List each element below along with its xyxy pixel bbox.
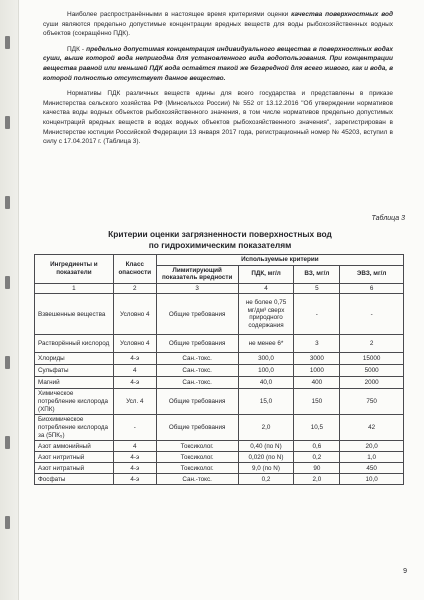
cell-vz: 150	[294, 389, 340, 415]
cell-hazard-class: 4	[113, 441, 156, 452]
cell-ingredient: Биохимическое потребление кислорода за (5ПК₅)	[35, 415, 114, 441]
body-text	[43, 10, 393, 153]
cell-vz: -	[294, 294, 340, 335]
cell-vz: 2,0	[294, 474, 340, 485]
cell-limiting-indicator: Сан.-токс.	[156, 353, 238, 365]
header-vz: ВЗ, мг/л	[294, 265, 340, 283]
cell-pdk: 100,0	[238, 365, 294, 377]
binding-hole	[5, 36, 10, 49]
cell-evz: 20,0	[340, 441, 404, 452]
column-number: 3	[156, 283, 238, 294]
cell-evz: 750	[340, 389, 404, 415]
cell-evz: 15000	[340, 353, 404, 365]
cell-ingredient: Азот аммонийный	[35, 441, 114, 452]
table-row	[35, 452, 404, 463]
criteria-table	[34, 254, 404, 485]
paragraph-pdk-definition	[43, 45, 393, 83]
cell-ingredient: Азот нитратный	[35, 463, 114, 474]
paragraph-criteria	[43, 10, 393, 39]
cell-vz: 0,6	[294, 441, 340, 452]
cell-pdk: 0,020 (по N)	[238, 452, 294, 463]
cell-vz: 3000	[294, 353, 340, 365]
cell-evz: 450	[340, 463, 404, 474]
cell-hazard-class: Условно 4	[113, 294, 156, 335]
cell-pdk: не более 0,75 мг/дм³ сверх природного содержания	[238, 294, 294, 335]
table-row	[35, 415, 404, 441]
cell-ingredient: Химическое потребление кислорода (ХПК)	[35, 389, 114, 415]
binding-strip	[0, 0, 18, 600]
paragraph-1-emphasis: качества поверхностных вод	[291, 11, 393, 18]
header-ingredients: Ингредиенты и показатели	[35, 255, 114, 284]
cell-ingredient: Хлориды	[35, 353, 114, 365]
cell-hazard-class: 4-э	[113, 474, 156, 485]
cell-pdk: 15,0	[238, 389, 294, 415]
cell-ingredient: Магний	[35, 377, 114, 389]
cell-hazard-class: Усл. 4	[113, 389, 156, 415]
binding-hole	[5, 436, 10, 449]
cell-pdk: 300,0	[238, 353, 294, 365]
table-label: Таблица 3	[371, 215, 405, 222]
cell-pdk: 0,40 (по N)	[238, 441, 294, 452]
cell-limiting-indicator: Общие требования	[156, 389, 238, 415]
cell-pdk: 2,0	[238, 415, 294, 441]
table-row	[35, 353, 404, 365]
column-number: 1	[35, 283, 114, 294]
cell-limiting-indicator: Общие требования	[156, 335, 238, 353]
cell-evz: 42	[340, 415, 404, 441]
cell-pdk: 40,0	[238, 377, 294, 389]
cell-evz: 5000	[340, 365, 404, 377]
column-number: 4	[238, 283, 294, 294]
table-row	[35, 335, 404, 353]
header-criteria-group: Используемые критерии	[156, 255, 403, 266]
table-row	[35, 389, 404, 415]
cell-ingredient: Растворённый кислород	[35, 335, 114, 353]
paragraph-regulation: Нормативы ПДК различных веществ едины для всего государства и представлены в приказе Министерства сельского хозяйства РФ (Минсельхоз России) № 552 от 13.12.2016 "Об утверждении нормативов качества воды водных объектов рыбохозяйственного значения, в том числе нормативов предельно допустимых концентраций вредных веществ в водах водных объектов рыбохозяйственного значения", зарегистрирован в Министерстве юстиции Российской Федерации 13 января 2017 года, регистрационный номер № 45203, вступил в силу с 17.04.2017 г. (Таблица 3).	[43, 90, 393, 146]
cell-hazard-class: -	[113, 415, 156, 441]
cell-evz: 10,0	[340, 474, 404, 485]
cell-limiting-indicator: Сан.-токс.	[156, 365, 238, 377]
table-row	[35, 365, 404, 377]
header-evz: ЭВЗ, мг/л	[340, 265, 404, 283]
cell-hazard-class: 4-э	[113, 463, 156, 474]
cell-vz: 400	[294, 377, 340, 389]
cell-limiting-indicator: Токсиколог.	[156, 463, 238, 474]
table-row	[35, 377, 404, 389]
cell-ingredient: Взвешенные вещества	[35, 294, 114, 335]
column-number: 2	[113, 283, 156, 294]
table-body	[35, 294, 404, 485]
table-title-line-2: по гидрохимическим показателям	[148, 240, 292, 250]
cell-hazard-class: 4-э	[113, 452, 156, 463]
cell-evz: -	[340, 294, 404, 335]
binding-hole	[5, 516, 10, 529]
cell-evz: 1,0	[340, 452, 404, 463]
paragraph-1-start: Наиболее распространёнными в настоящее время критериями оценки	[67, 11, 292, 18]
cell-vz: 3	[294, 335, 340, 353]
table-row	[35, 441, 404, 452]
paragraph-2-start: ПДК -	[67, 45, 87, 53]
column-number: 5	[294, 283, 340, 294]
cell-vz: 10,5	[294, 415, 340, 441]
cell-limiting-indicator: Токсиколог.	[156, 441, 238, 452]
header-pdk: ПДК, мг/л	[238, 265, 294, 283]
cell-ingredient: Сульфаты	[35, 365, 114, 377]
cell-pdk: 0,2	[238, 474, 294, 485]
table-row	[35, 294, 404, 335]
cell-vz: 90	[294, 463, 340, 474]
column-number: 6	[340, 283, 404, 294]
table-title-line-1: Критерии оценки загрязненности поверхностных вод	[108, 229, 332, 239]
cell-pdk: не менее 6*	[238, 335, 294, 353]
cell-limiting-indicator: Общие требования	[156, 294, 238, 335]
paragraph-2-definition: предельно допустимая концентрация индивидуального вещества в поверхностных водах суши, выше которой вода непригодна для установленного вида водопользования. При концентрации вещества равной или меньшей ПДК вода остаётся такой же безвредной для всего живого, как и вода, в которой полностью отсутствует данное вещество.	[43, 45, 393, 82]
cell-limiting-indicator: Сан.-токс.	[156, 377, 238, 389]
header-hazard-class: Класс опасности	[113, 255, 156, 284]
cell-vz: 0,2	[294, 452, 340, 463]
table-row	[35, 463, 404, 474]
cell-hazard-class: 4-э	[113, 377, 156, 389]
cell-ingredient: Азот нитритный	[35, 452, 114, 463]
cell-evz: 2	[340, 335, 404, 353]
cell-hazard-class: 4-э	[113, 353, 156, 365]
header-limiting-indicator: Лимитирующий показатель вредности	[156, 265, 238, 283]
cell-hazard-class: 4	[113, 365, 156, 377]
cell-limiting-indicator: Общие требования	[156, 415, 238, 441]
binding-hole	[5, 276, 10, 289]
cell-vz: 1000	[294, 365, 340, 377]
cell-evz: 2000	[340, 377, 404, 389]
paragraph-1-end: суши являются предельно допустимые концентрации вредных веществ для воды рыбохозяйственных водных объектов (сокращённо ПДК).	[43, 20, 393, 38]
cell-limiting-indicator: Токсиколог.	[156, 452, 238, 463]
table-row	[35, 474, 404, 485]
cell-limiting-indicator: Сан.-токс.	[156, 474, 238, 485]
cell-pdk: 9,0 (по N)	[238, 463, 294, 474]
binding-hole	[5, 116, 10, 129]
binding-hole	[5, 356, 10, 369]
binding-hole	[5, 196, 10, 209]
cell-hazard-class: Условно 4	[113, 335, 156, 353]
page-number: 9	[403, 568, 407, 575]
cell-ingredient: Фосфаты	[35, 474, 114, 485]
